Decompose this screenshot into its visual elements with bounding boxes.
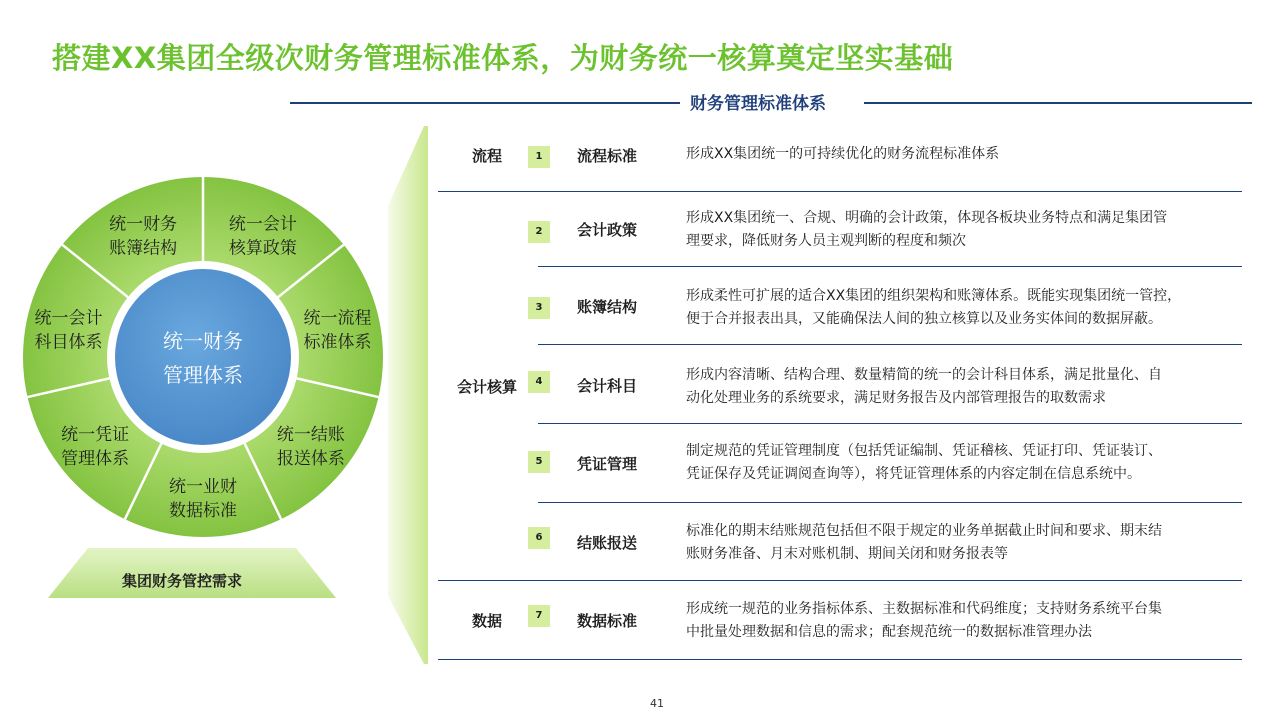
wheel-center — [115, 269, 291, 445]
category-accounting: 会计核算 — [456, 378, 517, 396]
wheel-segment-label: 统一凭证 — [61, 425, 130, 446]
arrow-band — [388, 126, 436, 664]
row-title: 凭证管理 — [576, 455, 637, 473]
subheading-rule-right — [864, 102, 1252, 104]
subheading-rule-left — [290, 102, 680, 104]
wheel-segment-label: 统一业财 — [169, 477, 237, 497]
row-number-badge: 4 — [528, 371, 550, 393]
wheel-diagram — [20, 174, 386, 540]
wheel-segment-label: 账簿结构 — [109, 238, 178, 259]
row-number-badge: 2 — [528, 221, 550, 243]
row-number-badge: 7 — [528, 605, 550, 627]
category-process: 流程 — [471, 147, 502, 165]
row-title: 会计科目 — [576, 377, 637, 395]
wheel-segment-label: 标准体系 — [303, 332, 372, 353]
divider-minor — [538, 502, 1242, 503]
row-number-badge: 3 — [528, 297, 550, 319]
wheel-segment-label: 统一财务 — [109, 214, 178, 235]
row-title: 会计政策 — [576, 221, 637, 239]
row-title: 流程标准 — [576, 147, 637, 165]
divider-major — [438, 191, 1242, 192]
wheel-segment-label: 管理体系 — [61, 449, 130, 470]
row-number-badge: 6 — [528, 527, 550, 549]
wheel-segment-label: 报送体系 — [276, 449, 345, 470]
row-description: 制定规范的凭证管理制度（包括凭证编制、凭证稽核、凭证打印、凭证装订、 凭证保存及凭证调阅查询等），将凭证管理体系的内容定制在信息系统中。 — [686, 443, 1162, 482]
wheel-segment-label: 统一会计 — [228, 214, 297, 235]
subheading: 财务管理标准体系 — [684, 89, 832, 114]
wheel-segment-label: 统一流程 — [303, 308, 372, 329]
wheel-center-line-2: 管理体系 — [163, 363, 243, 387]
row-description: 形成XX集团统一、合规、明确的会计政策，体现各板块业务特点和满足集团管 理要求，降低财务人员主观判断的程度和频次 — [686, 210, 1168, 249]
divider-minor — [538, 266, 1242, 267]
divider-minor — [538, 344, 1242, 345]
row-description: 标准化的期末结账规范包括但不限于规定的业务单据截止时间和要求、期末结 账财务准备、月末对账机制、期间关闭和财务报表等 — [686, 523, 1162, 562]
row-description: 形成内容清晰、结构合理、数量精简的统一的会计科目体系，满足批量化、自 动化处理业务的系统要求，满足财务报告及内部管理报告的取数需求 — [686, 367, 1162, 406]
row-description: 形成统一规范的业务指标体系、主数据标准和代码维度；支持财务系统平台集 中批量处理数据和信息的需求；配套规范统一的数据标准管理办法 — [686, 601, 1162, 640]
row-description: 形成XX集团统一的可持续优化的财务流程标准体系 — [686, 146, 1000, 162]
wheel-segment-label: 科目体系 — [34, 332, 103, 353]
wheel-segment-label: 核算政策 — [228, 238, 297, 259]
row-description: 形成柔性可扩展的适合XX集团的组织架构和账簿体系。既能实现集团统一管控， 便于合并报表出具，又能确保法人间的独立核算以及业务实体间的数据屏蔽。 — [686, 288, 1182, 327]
divider-major — [438, 659, 1242, 660]
row-number-badge: 5 — [528, 451, 550, 473]
row-title: 结账报送 — [576, 534, 637, 552]
wheel-segment-label: 统一会计 — [34, 308, 103, 329]
row-title: 账簿结构 — [576, 298, 637, 316]
wheel-center-line-1: 统一财务 — [163, 329, 243, 353]
category-data: 数据 — [471, 612, 502, 630]
divider-major — [438, 580, 1242, 581]
row-number-badge: 1 — [528, 146, 550, 168]
row-title: 数据标准 — [576, 612, 637, 630]
wheel-segment-label: 数据标准 — [169, 501, 237, 521]
wheel-segment-label: 统一结账 — [276, 425, 345, 446]
page-title: 搭建XX集团全级次财务管理标准体系，为财务统一核算奠定坚实基础 — [52, 41, 954, 75]
base-label: 集团财务管控需求 — [121, 572, 242, 590]
page-number: 41 — [650, 697, 664, 710]
divider-minor — [538, 423, 1242, 424]
